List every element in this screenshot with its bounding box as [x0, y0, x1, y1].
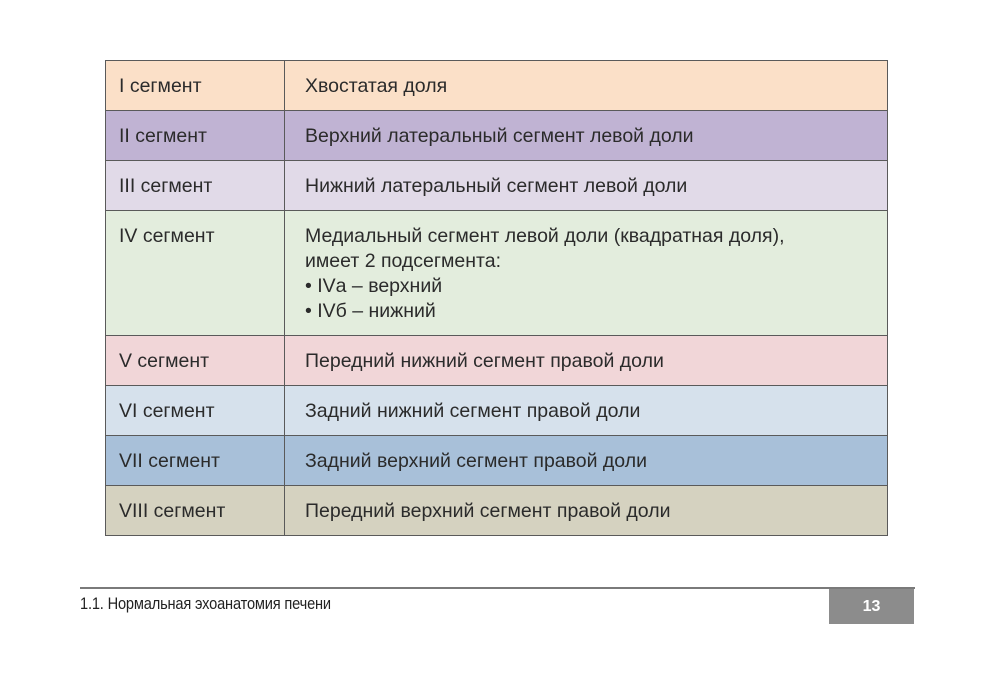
description-line: Передний нижний сегмент правой доли	[305, 350, 664, 372]
table-row	[106, 211, 888, 336]
description-line: имеет 2 подсегмента:	[305, 250, 502, 272]
description-line: Передний верхний сегмент правой доли	[305, 500, 671, 522]
description-line: Хвостатая доля	[305, 75, 448, 97]
description-line: Задний верхний сегмент правой доли	[305, 450, 647, 472]
segment-description-cell	[285, 436, 888, 486]
segment-name-cell: VII сегмент	[106, 436, 285, 486]
segment-description-cell	[285, 386, 888, 436]
segment-name-cell: I сегмент	[106, 61, 285, 111]
segment-name-cell: IV сегмент	[106, 211, 285, 336]
segment-name-cell: V сегмент	[106, 336, 285, 386]
table-row	[106, 436, 888, 486]
segment-description-cell	[285, 336, 888, 386]
description-line: • IVа – верхний	[305, 275, 443, 297]
table-row	[106, 386, 888, 436]
footer-section-title: 1.1. Нормальная эхоанатомия печени	[80, 594, 331, 613]
segment-description-cell	[285, 486, 888, 536]
segment-name-cell: VI сегмент	[106, 386, 285, 436]
table-body	[106, 61, 888, 536]
segment-name-cell: III сегмент	[106, 161, 285, 211]
table-row	[106, 61, 888, 111]
description-line: Верхний латеральный сегмент левой доли	[305, 125, 694, 147]
page-number: 13	[862, 597, 881, 615]
description-line: • IVб – нижний	[305, 300, 436, 322]
page-number-badge	[829, 589, 914, 624]
description-line: Задний нижний сегмент правой доли	[305, 400, 641, 422]
segment-name-cell: VIII сегмент	[106, 486, 285, 536]
description-line: Нижний латеральный сегмент левой доли	[305, 175, 688, 197]
segment-description-cell	[285, 161, 888, 211]
segment-description-cell	[285, 211, 888, 336]
table-row	[106, 486, 888, 536]
table-row	[106, 111, 888, 161]
segment-name-cell: II сегмент	[106, 111, 285, 161]
table-row	[106, 336, 888, 386]
segment-description-cell	[285, 61, 888, 111]
liver-segments-table	[105, 60, 888, 536]
footer-divider	[80, 587, 915, 589]
table-row	[106, 161, 888, 211]
description-line: Медиальный сегмент левой доли (квадратная доля),	[305, 225, 785, 247]
segment-description-cell	[285, 111, 888, 161]
